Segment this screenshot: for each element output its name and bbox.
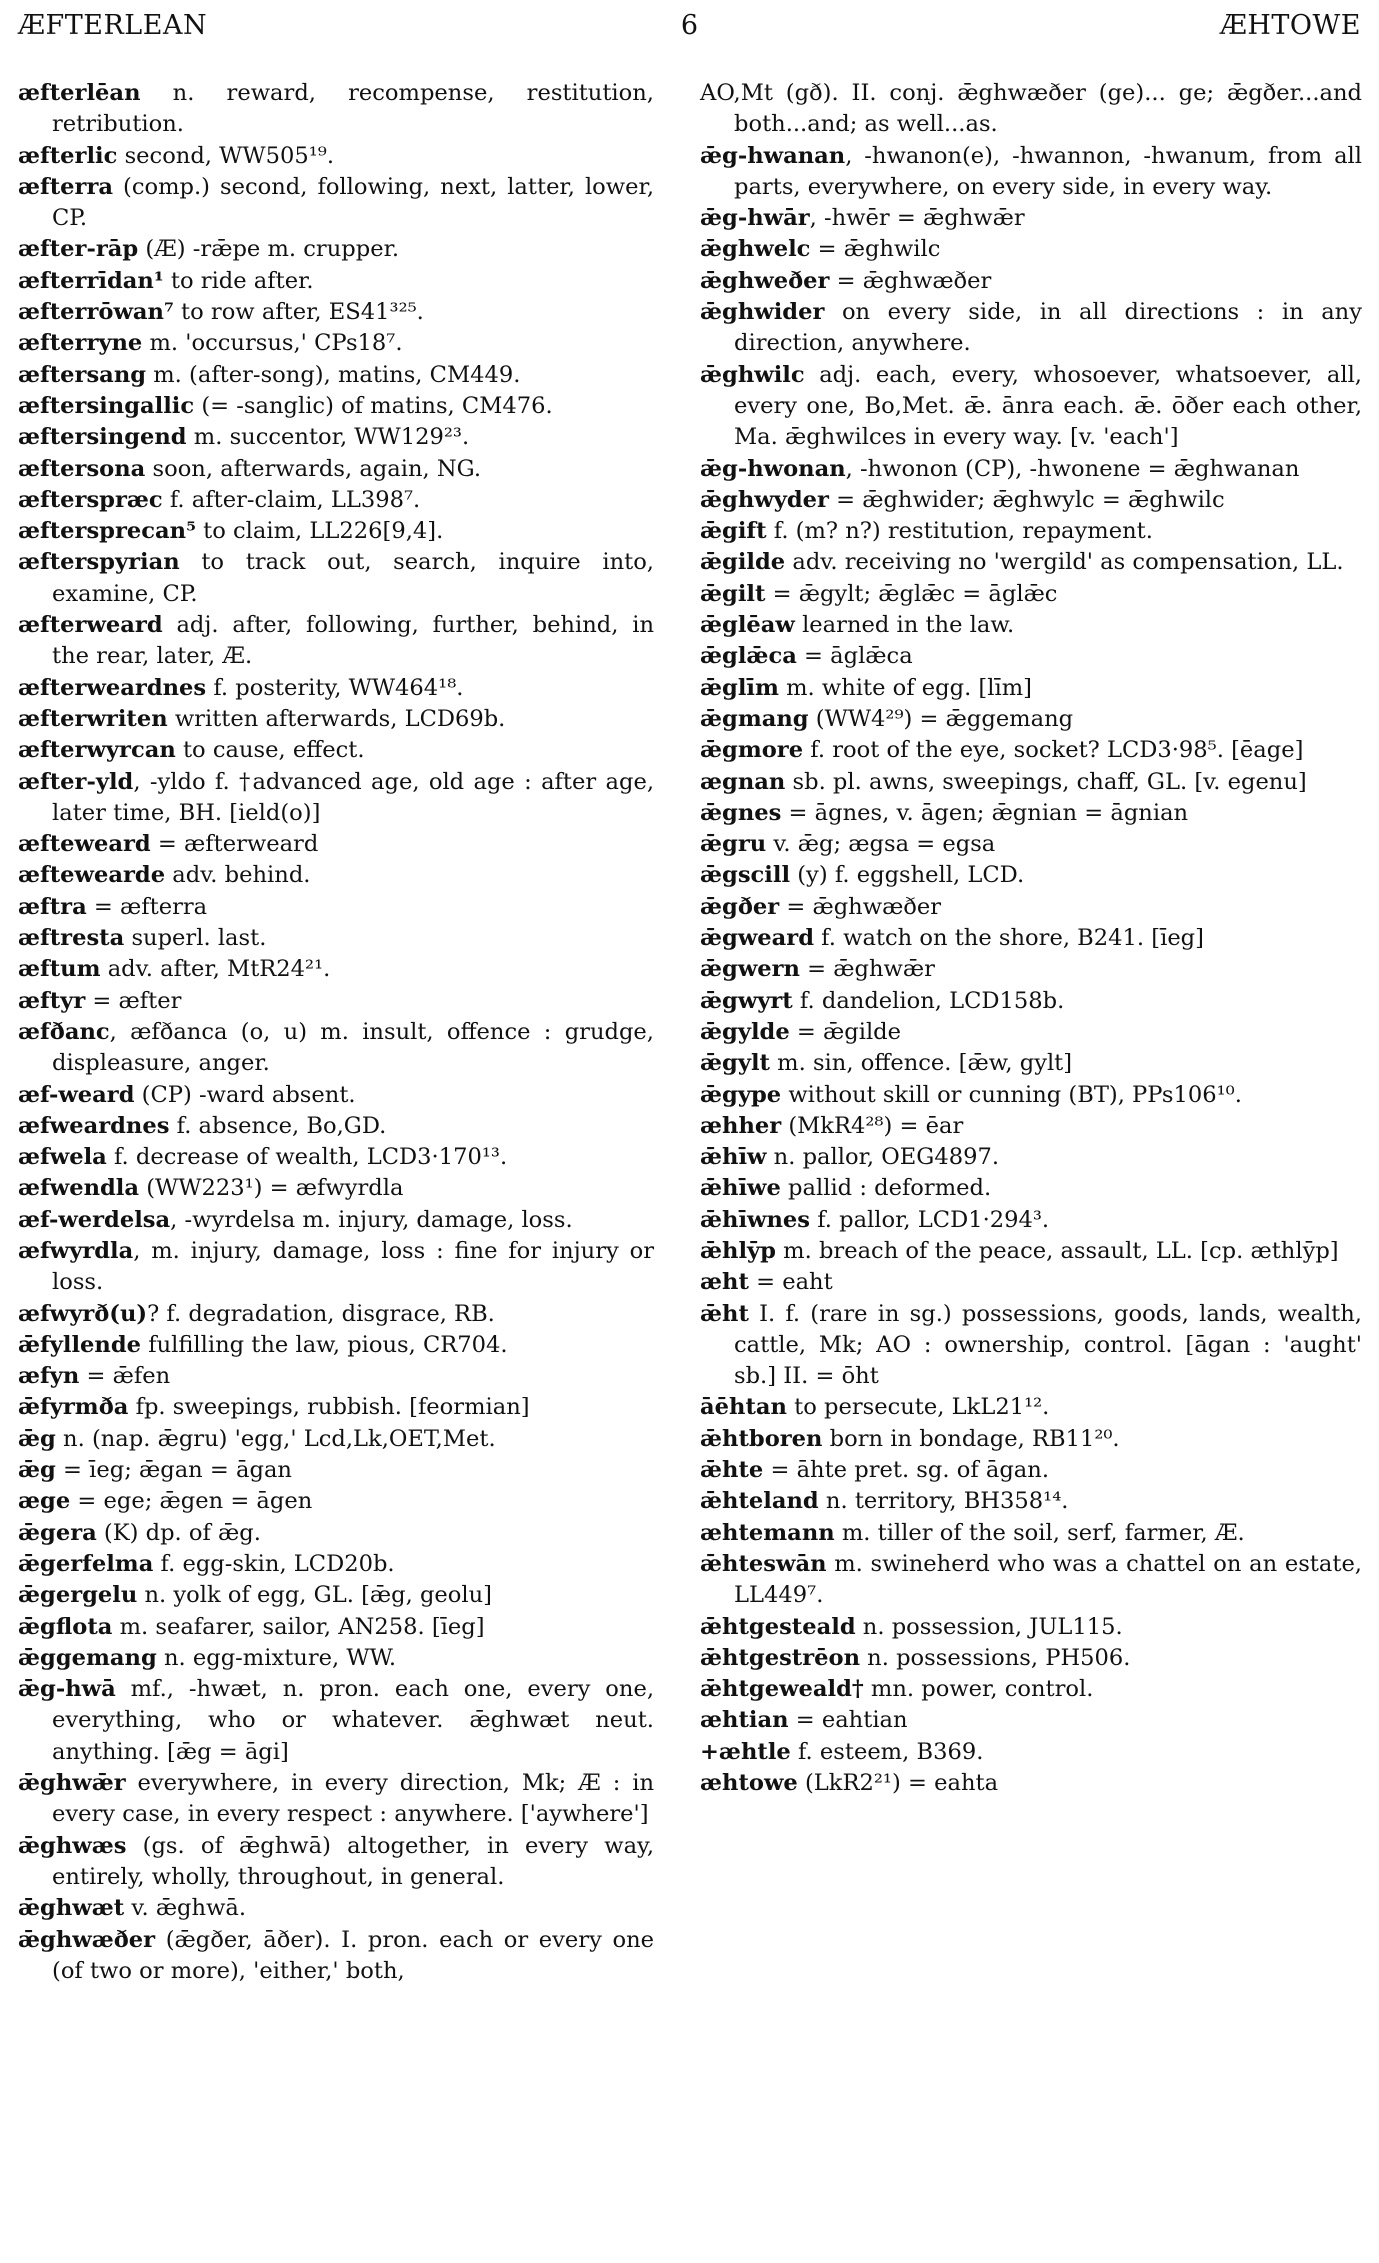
headword: æht [700,1269,749,1296]
headword: ǣggemang [18,1644,157,1671]
headword: ǣgerfelma [18,1550,154,1577]
dictionary-entry [700,516,1362,547]
entry-definition: (K) dp. of ǣg. [96,1519,261,1546]
entry-definition: = āgnes, v. āgen; ǣgnian = āgnian [781,799,1189,826]
dictionary-entry [18,1392,654,1423]
dictionary-entry [18,454,654,485]
headword: ǣghweðer [700,267,830,294]
headword: ǣglīm [700,674,779,701]
headword: āēhtan [700,1394,787,1421]
dictionary-entry [700,266,1362,297]
headword: ǣfyrmða [18,1394,129,1421]
entry-definition: on every side, in all directions : in any direction, anywhere. [734,299,1362,357]
entry-definition: written afterwards, LCD69b. [167,705,506,732]
entry-definition: m. seafarer, sailor, AN258. [īeg] [112,1613,485,1640]
headword: ǣghwæt [18,1895,125,1922]
entry-definition: = eahtian [788,1707,908,1734]
headword: ǣghwyder [700,486,829,513]
dictionary-entry [700,704,1362,735]
entry-definition: to ride after. [163,267,314,294]
headword: ǣgylde [700,1018,790,1045]
entry-definition: (MkR4²⁸) = ēar [781,1112,964,1139]
headword: ǣhtgesteald [700,1613,856,1640]
headword: æfterweard [18,612,163,639]
entry-definition: f. (m? n?) restitution, repayment. [766,518,1153,545]
headword: æfwendla [18,1175,140,1202]
headword: æftyr [18,987,86,1014]
entry-definition: , -yldo f. †advanced age, old age : after age, later time, BH. [ield(o)] [52,768,654,826]
entry-definition: (gs. of ǣghwā) altogether, in every way, entirely, wholly, throughout, in general. [52,1832,654,1890]
running-head-right: ÆHTOWE [1219,10,1361,41]
headword: ǣhīw [700,1144,767,1171]
dictionary-entry [700,1299,1362,1393]
headword: æftewearde [18,862,166,889]
entry-definition: = ǣghwǣr [799,956,935,983]
entry-definition: = ǣfen [79,1363,171,1390]
headword: ǣghwider [700,299,825,326]
dictionary-entry [700,923,1362,954]
entry-definition: learned in the law. [794,612,1015,639]
dictionary-entry [18,1330,654,1361]
headword: ǣfyllende [18,1331,142,1358]
entry-definition: = īeg; ǣgan = āgan [55,1457,292,1484]
headword: æfter-yld [18,768,134,795]
headword: ǣhtgestrēon [700,1644,860,1671]
entry-definition: (WW223¹) = æfwyrdla [139,1175,404,1202]
dictionary-entry [18,78,654,141]
dictionary-entry [700,1111,1362,1142]
headword: ǣg-hwār [700,205,810,232]
dictionary-entry [18,1173,654,1204]
dictionary-entry [700,892,1362,923]
right-column [700,78,1362,1799]
dictionary-entry [18,1580,654,1611]
dictionary-entry [18,1518,654,1549]
dictionary-entry [18,485,654,516]
entry-definition: n. pallor, OEG4897. [766,1144,1000,1171]
headword: ǣgwyrt [700,987,793,1014]
dictionary-entry [18,516,654,547]
entry-definition: (CP) -ward absent. [134,1081,356,1108]
dictionary-entry [700,1674,1362,1705]
headword: ǣhtboren [700,1425,823,1452]
dictionary-entry [18,297,654,328]
entry-definition: f. root of the eye, socket? LCD3·98⁵. [ēage] [803,737,1304,764]
dictionary-entry [18,735,654,766]
dictionary-entry [700,485,1362,516]
headword: ǣgmang [700,705,809,732]
entry-definition: n. egg-mixture, WW. [156,1644,397,1671]
dictionary-entry [700,297,1362,360]
headword: ǣhte [700,1457,764,1484]
entry-definition: f. esteem, B369. [790,1738,984,1765]
headword: ǣgweard [700,925,814,952]
entry-definition: f. decrease of wealth, LCD3·170¹³. [106,1144,508,1171]
running-head-left: ÆFTERLEAN [18,10,208,41]
entry-definition: = æfterra [86,893,208,920]
entry-definition: (Æ) -rǣpe m. crupper. [138,236,400,263]
dictionary-entry [18,1549,654,1580]
headword: ǣghwǣr [18,1770,126,1797]
entry-definition: n. territory, BH358¹⁴. [818,1488,1069,1515]
dictionary-entry [700,641,1362,672]
dictionary-entry [18,1674,654,1768]
headword: æfterryne [18,330,143,357]
entry-definition: = ǣghwider; ǣghwylc = ǣghwilc [828,486,1225,513]
headword: ǣhīwe [700,1175,781,1202]
dictionary-entry [18,172,654,235]
headword: æftum [18,956,101,983]
dictionary-entry [18,1612,654,1643]
headword: æfterwriten [18,705,168,732]
entry-definition: to cause, effect. [175,737,365,764]
dictionary-entry [700,1768,1362,1799]
dictionary-entry [18,1455,654,1486]
headword: ǣghwæs [18,1832,127,1859]
headword: ǣg-hwanan [700,142,846,169]
entry-definition: (LkR2²¹) = eahta [797,1770,999,1797]
headword: ǣghwilc [700,361,805,388]
headword: æfterspræc [18,486,163,513]
headword: æge [18,1488,71,1515]
headword: æfterra [18,173,114,200]
dictionary-entry [18,1768,654,1831]
headword: ǣgylt [700,1050,770,1077]
page-number: 6 [680,10,699,41]
dictionary-entry [18,328,654,359]
dictionary-entry [700,1236,1362,1267]
headword: æftersang [18,361,147,388]
entry-definition: = ǣgilde [789,1018,901,1045]
dictionary-entry [700,1080,1362,1111]
entry-definition: mn. power, control. [863,1676,1094,1703]
dictionary-entry [18,892,654,923]
entry-definition: adj. after, following, further, behind, in the rear, later, Æ. [52,612,654,670]
headword: ǣg [18,1425,56,1452]
headword: ǣgera [18,1519,97,1546]
headword: æftresta [18,925,125,952]
dictionary-entry [700,203,1362,234]
headword: æfwyrdla [18,1237,134,1264]
entry-definition: to persecute, LkL21¹². [786,1394,1050,1421]
entry-definition: f. after-claim, LL398⁷. [162,486,421,513]
entry-definition: = āglǣca [796,643,913,670]
dictionary-entry [700,141,1362,204]
entry-definition: adj. each, every, whosoever, whatsoever, all, every one, Bo,Met. ǣ. ānra each. ǣ. ōðer each other, Ma. ǣghwilces in every way. [v. 'each'] [734,361,1362,451]
dictionary-entry [700,1142,1362,1173]
headword: ǣgflota [18,1613,113,1640]
headword: ǣgðer [700,893,780,920]
entry-definition: AO,Mt (gð). II. conj. ǣghwæðer (ge)... ge; ǣgðer...and both...and; as well...as. [700,80,1362,138]
entry-definition: sb. pl. awns, sweepings, chaff, GL. [v. egenu] [785,768,1307,795]
entry-definition: superl. last. [124,925,267,952]
headword: æfterwyrcan [18,737,176,764]
dictionary-entry [18,673,654,704]
dictionary-entry [700,860,1362,891]
entry-definition: n. possession, JUL115. [855,1613,1123,1640]
dictionary-entry [18,923,654,954]
entry-definition: = æfter [85,987,182,1014]
headword: ǣgnes [700,799,782,826]
dictionary-entry [18,1080,654,1111]
entry-definition: m. white of egg. [līm] [778,674,1032,701]
dictionary-entry [18,1925,654,1988]
headword: ǣg [18,1457,56,1484]
entry-definition: m. swineherd who was a chattel on an estate, LL449⁷. [734,1550,1362,1609]
dictionary-entry [18,360,654,391]
headword: æftersona [18,455,146,482]
entry-definition: , m. injury, damage, loss : fine for injury or loss. [52,1237,654,1296]
headword: æhtowe [700,1770,798,1797]
headword: æhtian [700,1707,789,1734]
entry-definition: to track out, search, inquire into, examine, CP. [52,549,654,607]
entry-definition: v. ǣg; ægsa = egsa [766,831,996,858]
headword: æfterspyrian [18,549,180,576]
entry-definition: = ǣghwæðer [779,893,942,920]
headword: æfweardnes [18,1112,170,1139]
entry-definition: to claim, LL226[9,4]. [195,518,444,545]
entry-definition: pallid : deformed. [780,1175,992,1202]
headword: æhtemann [700,1519,835,1546]
entry-definition: I. f. (rare in sg.) possessions, goods, lands, wealth, cattle, Mk; AO : ownership, control. [āgan : 'aught' sb.] II. = ōht [734,1300,1362,1390]
dictionary-entry [18,1643,654,1674]
headword: æf-werdelsa [18,1206,171,1233]
headword: ǣglǣca [700,643,797,670]
headword: ǣgscill [700,862,791,889]
dictionary-entry [18,954,654,985]
dictionary-entry [18,986,654,1017]
entry-definition: , -hwēr = ǣghwǣr [809,205,1025,232]
dictionary-entry [18,422,654,453]
dictionary-entry [700,454,1362,485]
dictionary-entry [18,1142,654,1173]
headword: æfter-rāp [18,236,139,263]
entry-definition: n. possessions, PH506. [860,1644,1131,1671]
headword: ǣgift [700,518,767,545]
entry-definition: m. tiller of the soil, serf, farmer, Æ. [834,1519,1245,1546]
dictionary-entry [18,1831,654,1894]
entry-definition: adv. receiving no 'wergild' as compensation, LL. [785,549,1344,576]
dictionary-entry [700,954,1362,985]
headword: æfteweard [18,831,151,858]
entry-definition: v. ǣghwā. [124,1895,247,1922]
dictionary-entry [700,1549,1362,1612]
entry-definition: (ǣgðer, āðer). I. pron. each or every one (of two or more), 'either,' both, [52,1926,654,1984]
entry-definition: everywhere, in every direction, Mk; Æ : in every case, in every respect : anywhere. ['aywhere'] [52,1770,654,1828]
dictionary-entry [700,1392,1362,1423]
dictionary-entry [18,547,654,610]
dictionary-entry [18,1111,654,1142]
entry-definition: (comp.) second, following, next, latter, lower, CP. [52,173,654,232]
dictionary-entry [700,798,1362,829]
dictionary-entry [18,1893,654,1924]
entry-definition: m. succentor, WW129²³. [186,424,470,451]
entry-definition: soon, afterwards, again, NG. [145,455,482,482]
entry-definition: f. watch on the shore, B241. [īeg] [814,925,1204,952]
dictionary-entry [18,391,654,422]
entry-definition: n. yolk of egg, GL. [ǣg, geolu] [137,1582,492,1609]
entry-definition: = āhte pret. sg. of āgan. [763,1457,1050,1484]
headword: +æhtle [700,1738,791,1765]
entry-definition: = ǣgylt; ǣglǣc = āglǣc [765,580,1058,607]
entry-definition: m. 'occursus,' CPs18⁷. [142,330,403,357]
headword: æhher [700,1112,782,1139]
headword: ǣgwern [700,956,800,983]
headword: æftersprecan⁵ [18,518,196,545]
entry-definition: f. dandelion, LCD158b. [792,987,1065,1014]
headword: ǣglēaw [700,612,795,639]
headword: æfyn [18,1363,80,1390]
dictionary-entry [18,1017,654,1080]
dictionary-entry [18,1486,654,1517]
headword: æfwela [18,1144,107,1171]
dictionary-entry [18,266,654,297]
entry-definition: = ǣghwæðer [829,267,992,294]
entry-definition: m. sin, offence. [ǣw, gylt] [769,1050,1073,1077]
headword: æftra [18,893,87,920]
left-column [18,78,654,1987]
entry-definition: (y) f. eggshell, LCD. [790,862,1025,889]
dictionary-entry [18,1424,654,1455]
dictionary-entry [700,735,1362,766]
dictionary-entry [18,1205,654,1236]
entry-definition: adv. after, MtR24²¹. [100,956,331,983]
entry-definition: n. (nap. ǣgru) 'egg,' Lcd,Lk,OET,Met. [55,1425,496,1452]
entry-definition: = eaht [748,1269,833,1296]
entry-definition: m. breach of the peace, assault, LL. [cp. æthlȳp] [775,1237,1339,1264]
dictionary-entry [700,1017,1362,1048]
dictionary-entry [700,829,1362,860]
entry-definition: f. absence, Bo,GD. [169,1112,387,1139]
page-header [18,10,1361,54]
entry-definition: ? f. degradation, disgrace, RB. [147,1300,495,1327]
entry-definition: , -wyrdelsa m. injury, damage, loss. [170,1206,573,1233]
headword: ǣhteland [700,1488,819,1515]
entry-definition: (= -sanglic) of matins, CM476. [194,392,553,419]
dictionary-entry [700,234,1362,265]
dictionary-entry [700,1455,1362,1486]
entry-definition: mf., -hwæt, n. pron. each one, every one, everything, who or whatever. ǣghwæt neut. anything. [ǣg = āgi] [52,1676,654,1765]
entry-definition: , -hwonon (CP), -hwonene = ǣghwanan [845,455,1300,482]
entry-definition: born in bondage, RB11²⁰. [822,1425,1120,1452]
headword: ægnan [700,768,786,795]
dictionary-entry [18,829,654,860]
headword: ǣg-hwonan [700,455,846,482]
headword: æfterrōwan⁷ [18,299,174,326]
headword: ǣhteswān [700,1550,827,1577]
entry-definition: , æfðanca (o, u) m. insult, offence : grudge, displeasure, anger. [52,1018,654,1077]
dictionary-entry [700,1486,1362,1517]
dictionary-entry [700,360,1362,454]
dictionary-entry [700,673,1362,704]
entry-definition: fp. sweepings, rubbish. [feormian] [128,1394,530,1421]
entry-definition: = ege; ǣgen = āgen [70,1488,313,1515]
dictionary-entry [700,1267,1362,1298]
entry-definition: second, WW505¹⁹. [117,142,335,169]
entry-definition: to row after, ES41³²⁵. [173,299,424,326]
headword: æf-weard [18,1081,135,1108]
dictionary-entry [700,767,1362,798]
headword: ǣg-hwā [18,1676,116,1703]
dictionary-entry [18,704,654,735]
dictionary-entry [700,1643,1362,1674]
dictionary-entry [18,1361,654,1392]
dictionary-entry [18,610,654,673]
dictionary-entry [700,78,1362,141]
headword: ǣgilt [700,580,766,607]
headword: æfðanc [18,1018,110,1045]
headword: ǣhīwnes [700,1206,811,1233]
headword: æfterweardnes [18,674,207,701]
entry-definition: adv. behind. [165,862,311,889]
entry-definition: without skill or cunning (BT), PPs106¹⁰. [781,1081,1242,1108]
dictionary-entry [700,1518,1362,1549]
dictionary-entry [18,234,654,265]
entry-definition: n. reward, recompense, restitution, retribution. [52,80,654,138]
dictionary-entry [700,1612,1362,1643]
headword: ǣhtgeweald† [700,1676,864,1703]
entry-definition: f. posterity, WW464¹⁸. [206,674,464,701]
dictionary-entry [700,1737,1362,1768]
entry-definition: = ǣghwilc [810,236,941,263]
entry-definition: m. (after-song), matins, CM449. [146,361,521,388]
dictionary-entry [18,860,654,891]
headword: ǣgergelu [18,1582,138,1609]
dictionary-entry [700,610,1362,641]
headword: æftersingallic [18,392,195,419]
headword: æfterrīdan¹ [18,267,164,294]
headword: ǣgype [700,1081,782,1108]
headword: æfwyrð(u) [18,1300,148,1327]
dictionary-entry [700,1048,1362,1079]
headword: æftersingend [18,424,187,451]
headword: ǣghwæðer [18,1926,156,1953]
dictionary-entry [700,1705,1362,1736]
dictionary-entry [18,1299,654,1330]
entry-definition: f. egg-skin, LCD20b. [153,1550,395,1577]
dictionary-entry [700,547,1362,578]
dictionary-entry [18,767,654,830]
entry-definition: = æfterweard [150,831,319,858]
headword: æfterlic [18,142,118,169]
entry-definition: f. pallor, LCD1·294³. [810,1206,1050,1233]
dictionary-entry [700,1173,1362,1204]
headword: ǣht [700,1300,749,1327]
dictionary-entry [18,141,654,172]
headword: æfterlēan [18,80,141,106]
entry-definition: (WW4²⁹) = ǣggemang [808,705,1074,732]
entry-definition: , -hwanon(e), -hwannon, -hwanum, from all parts, everywhere, on every side, in every way. [734,142,1362,200]
headword: ǣgru [700,831,767,858]
dictionary-entry [700,1205,1362,1236]
dictionary-entry [700,579,1362,610]
headword: ǣgmore [700,737,804,764]
headword: ǣhlȳp [700,1237,776,1264]
headword: ǣgilde [700,549,786,576]
headword: ǣghwelc [700,236,811,263]
dictionary-entry [700,1424,1362,1455]
entry-definition: fulfilling the law, pious, CR704. [141,1331,508,1358]
dictionary-entry [18,1236,654,1299]
dictionary-entry [700,986,1362,1017]
